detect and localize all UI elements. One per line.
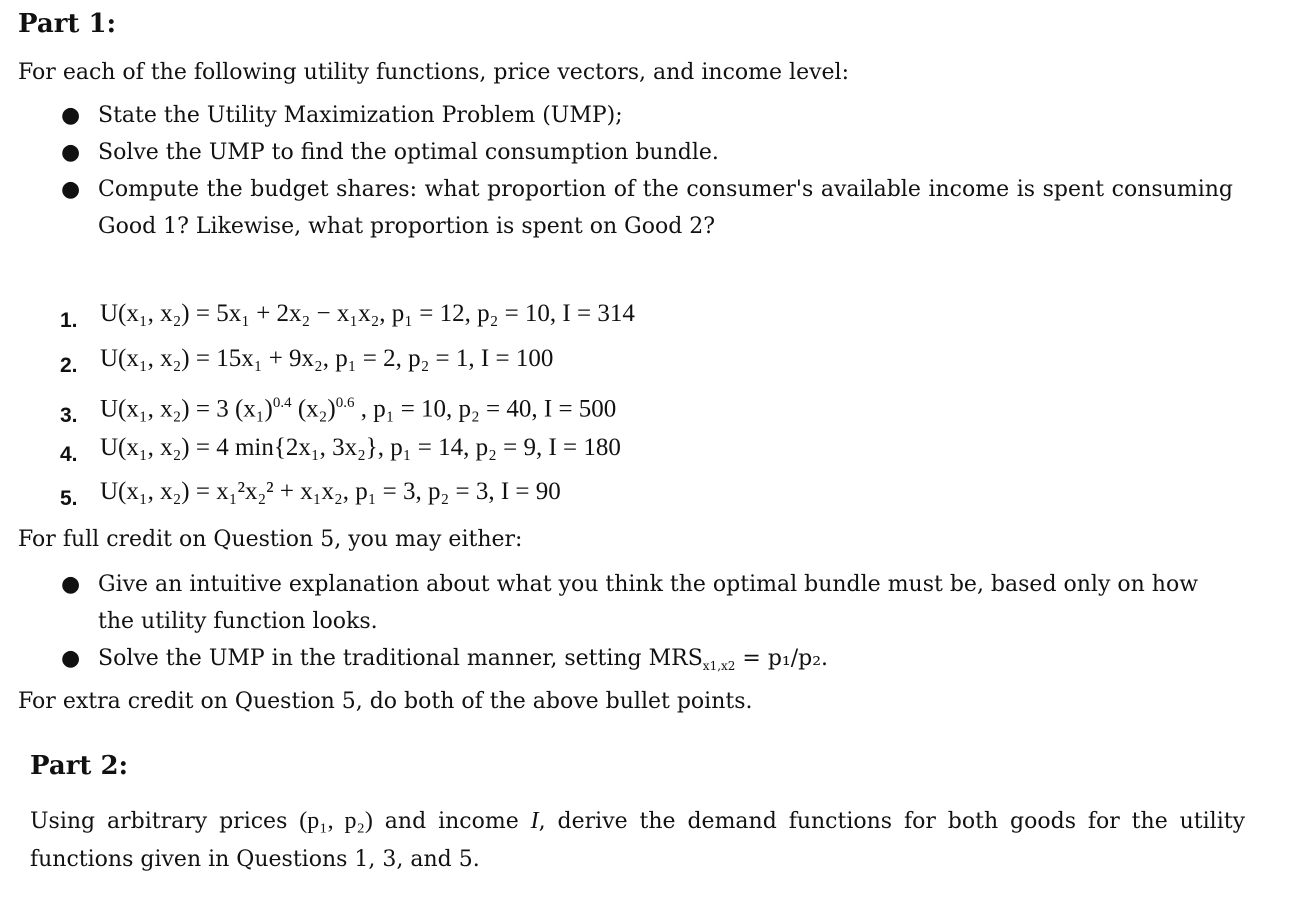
utility-formula: U(x₁, x₂) = 5x₁ + 2x₂ − x₁x₂, p₁ = 12, p₂ = 10, I = 314 — [100, 300, 635, 327]
task-item — [61, 171, 1233, 245]
utility-formula: U(x₁, x₂) = 15x₁ + 9x₂, p₁ = 2, p₂ = 1, I = 100 — [100, 344, 554, 372]
bullet-icon: ● — [61, 103, 81, 128]
part2-text: Using arbitrary prices (p₁, p₂) and income I, derive the demand functions for both goods for the utility functions given in Questions 1, 3, and 5. — [30, 808, 1246, 872]
question-list — [60, 295, 635, 518]
q5-option-text: Solve the UMP in the traditional manner, setting $MRS_{x1,x2} = p_1/p_2$. — [98, 646, 829, 673]
question-item — [60, 340, 635, 385]
question-number: 4. — [60, 442, 78, 466]
utility-formula: U(x₁, x₂) = x₁²x₂² + x₁x₂, p₁ = 3, p₂ = 3, I = 90 — [100, 478, 561, 505]
task-list — [61, 97, 1233, 245]
part2-heading: Part 2: — [30, 751, 129, 781]
bullet-icon: ● — [61, 646, 81, 671]
question-number: 5. — [60, 487, 78, 510]
question-number: 1. — [60, 309, 78, 332]
q5-option-text: Give an intuitive explanation about what you think the optimal bundle must be, based only on how the utility function looks. — [98, 572, 1199, 634]
utility-formula: U(x₁, x₂) = 3 $(x_1)^{0.4}$ $(x_2)^{0.6}$ , p₁ = 10, p₂ = 40, I = 500 — [100, 395, 617, 423]
extra-credit-note: For extra credit on Question 5, do both of the above bullet points. — [18, 689, 753, 714]
bullet-icon: ● — [61, 140, 81, 165]
question-number: 2. — [60, 353, 78, 377]
part1-heading: Part 1: — [18, 9, 117, 39]
task-item — [61, 97, 1233, 134]
question-item — [60, 473, 635, 518]
income-symbol: I — [530, 808, 539, 834]
price-vector: (p₁, p₂) — [299, 808, 373, 834]
q5-intro: For full credit on Question 5, you may either: — [18, 527, 523, 552]
task-text: Solve the UMP to find the optimal consumption bundle. — [98, 140, 719, 165]
bullet-icon: ● — [61, 177, 81, 202]
question-number: 3. — [60, 404, 78, 428]
q5-option-list — [61, 566, 1233, 685]
q5-option — [61, 566, 1233, 640]
q5-option — [61, 640, 1233, 685]
task-item — [61, 134, 1233, 171]
task-text: State the Utility Maximization Problem (UMP); — [98, 103, 623, 128]
part1-intro: For each of the following utility functions, price vectors, and income level: — [18, 60, 849, 85]
question-item — [60, 295, 635, 340]
question-item — [60, 429, 635, 474]
task-text: Compute the budget shares: what proportion of the consumer's available income is spent consuming Good 1? Likewise, what proportion is spent on Good 2? — [98, 177, 1233, 239]
utility-formula: U(x₁, x₂) = 4 min{2x₁, 3x₂}, p₁ = 14, p₂ = 9, I = 180 — [100, 433, 621, 461]
question-item — [60, 384, 635, 429]
bullet-icon: ● — [61, 572, 81, 597]
